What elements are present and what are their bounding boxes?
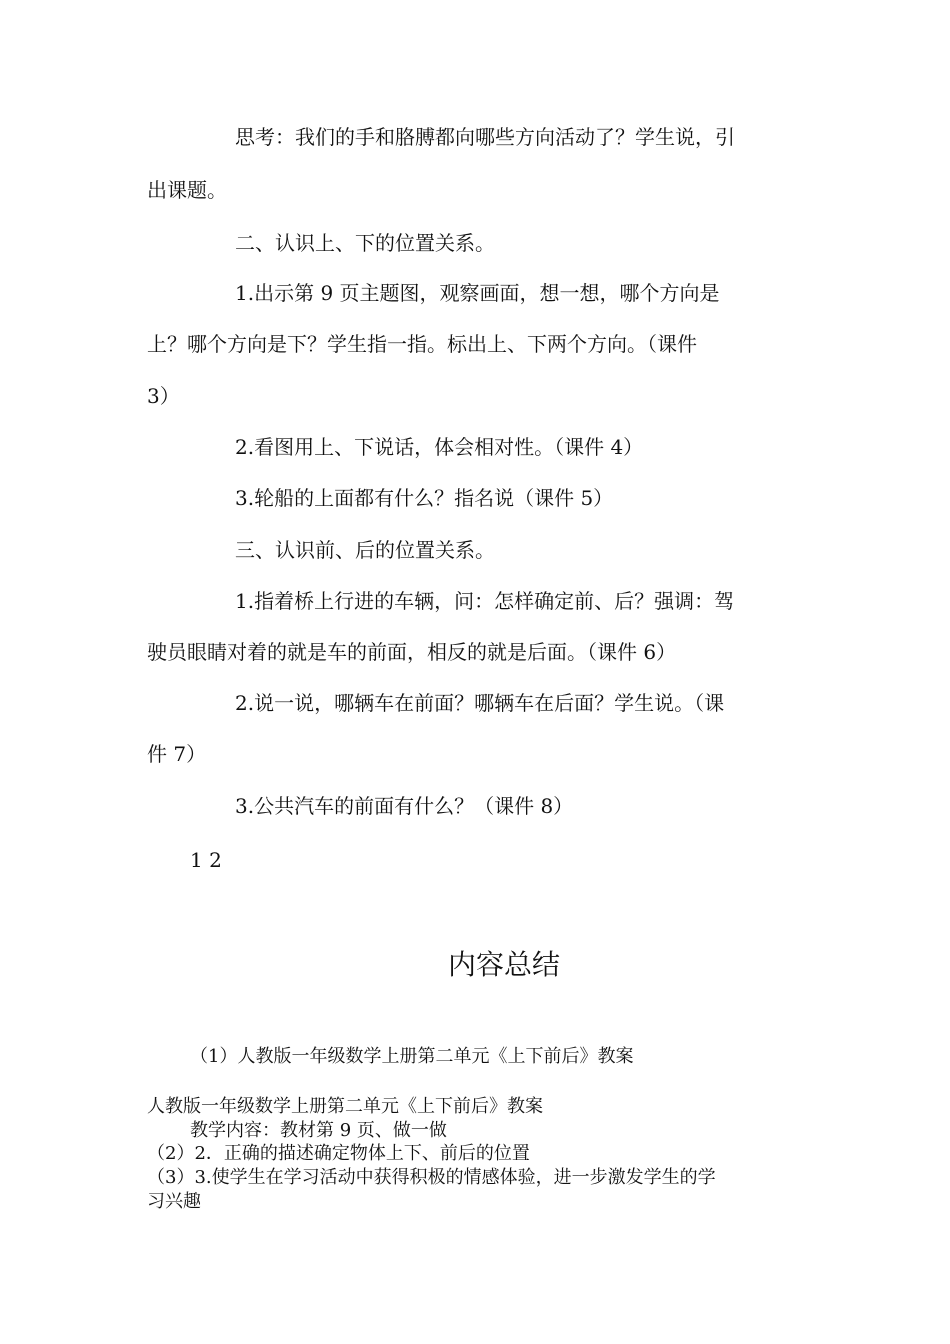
summary-title: 内容总结 [448,948,561,981]
summary-teaching-content: 教学内容：教材第 9 页、做一做 [190,1120,447,1141]
step-1-bridge-line2: 驶员眼睛对着的就是车的前面，相反的就是后面。（课件 6） [147,640,677,664]
section-heading-front-back: 三、认识前、后的位置关系。 [235,538,495,562]
page-number: 1 2 [190,848,222,872]
step-3-bus: 3.公共汽车的前面有什么？（课件 8） [235,794,574,818]
step-1-bridge-line1: 1.指着桥上行进的车辆，问：怎样确定前、后？强调：驾 [235,589,735,613]
summary-item-3-line1: （3）3.使学生在学习活动中获得积极的情感体验，进一步激发学生的学 [147,1167,716,1188]
summary-item-2: （2）2．正确的描述确定物体上下、前后的位置 [147,1143,530,1164]
step-1-line1: 1.出示第 9 页主题图，观察画面，想一想，哪个方向是 [235,281,720,305]
paragraph-thinking-line1: 思考：我们的手和胳膊都向哪些方向活动了？学生说，引 [235,125,735,149]
summary-item-1: （1）人教版一年级数学上册第二单元《上下前后》教案 [190,1046,634,1067]
step-1-line2: 上？哪个方向是下？学生指一指。标出上、下两个方向。（课件 [147,332,697,356]
step-1-line3: 3） [147,384,180,408]
step-2-cars-line2: 件 7） [147,742,207,766]
summary-item-3-line2: 习兴趣 [147,1191,201,1212]
step-2-up-down: 2.看图用上、下说话，体会相对性。（课件 4） [235,435,644,459]
step-3-ship: 3.轮船的上面都有什么？指名说（课件 5） [235,486,614,510]
paragraph-thinking-line2: 出课题。 [147,178,227,202]
summary-lesson-name: 人教版一年级数学上册第二单元《上下前后》教案 [147,1096,543,1117]
step-2-cars-line1: 2.说一说，哪辆车在前面？哪辆车在后面？学生说。（课 [235,691,725,715]
section-heading-up-down: 二、认识上、下的位置关系。 [235,231,495,255]
